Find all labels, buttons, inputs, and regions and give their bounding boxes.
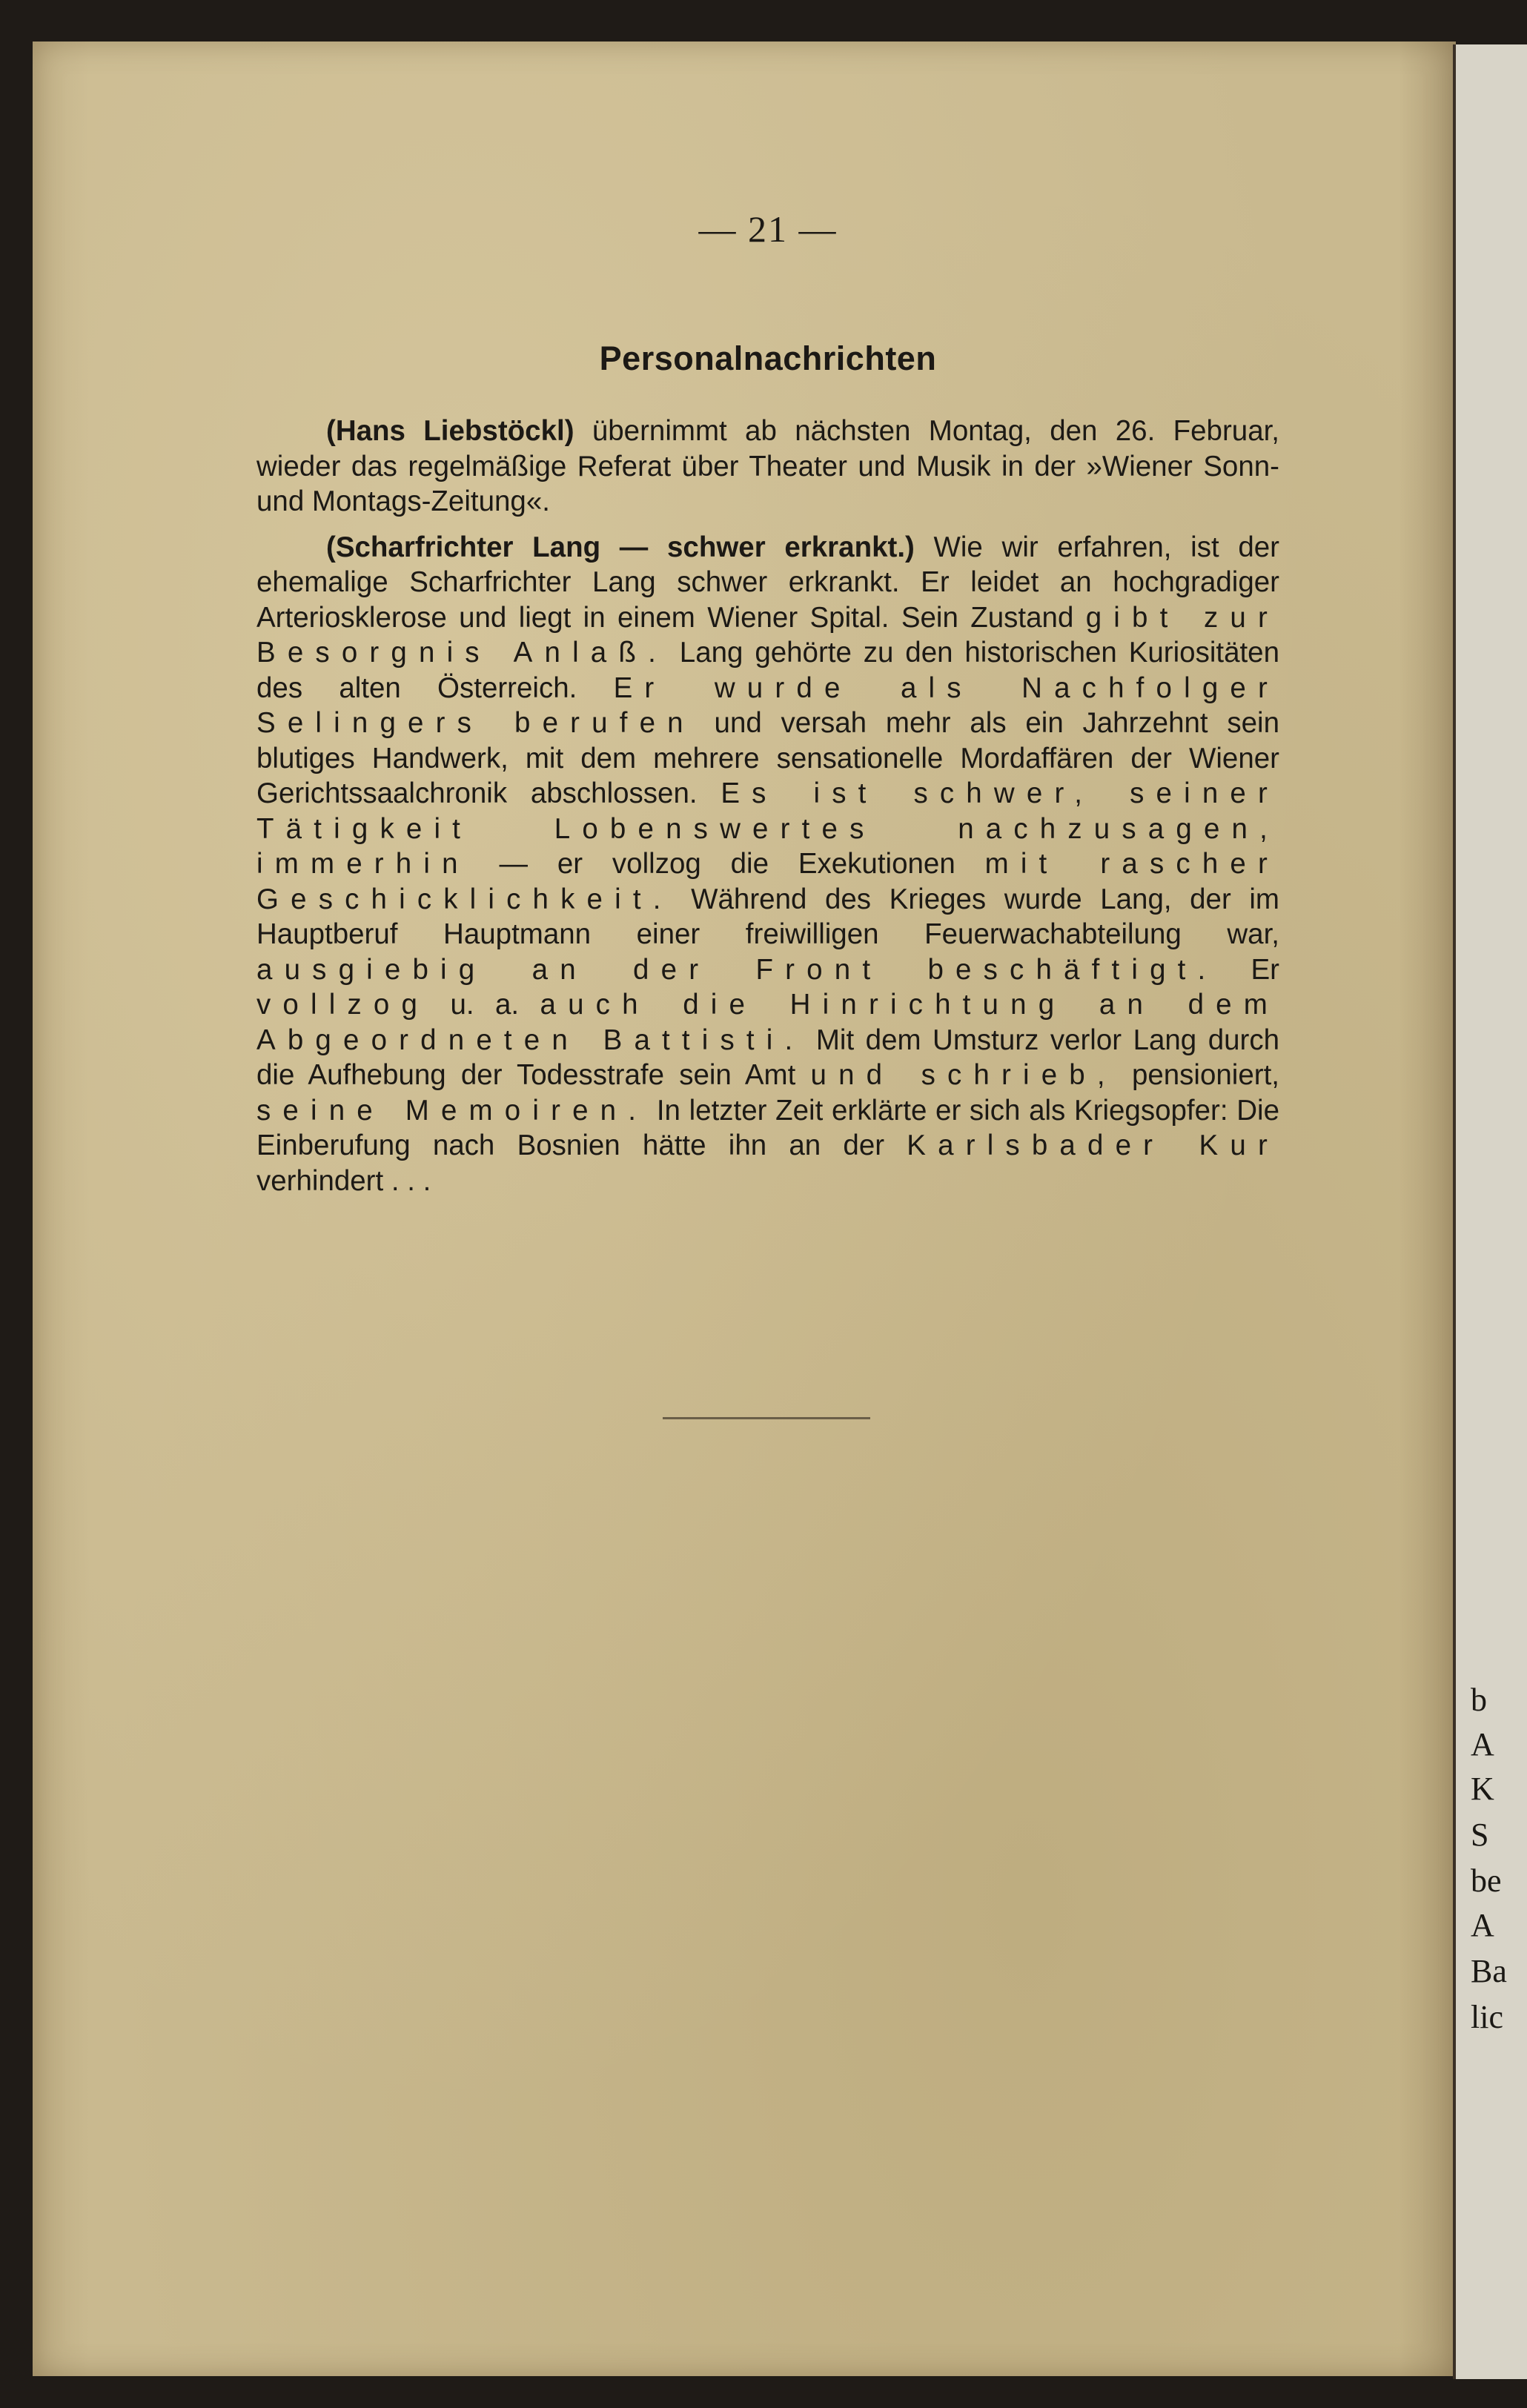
article-body: Wie wir erfahren, ist der ehemalige Scharfrichter Lang schwer erkrankt. Er leidet an hochgradiger Arteriosklerose und liegt in einem Wiener Spital. Sein Zustand (256, 531, 1280, 634)
adjacent-fragment: be (1471, 1863, 1502, 1899)
spaced-emphasis: vollzog (256, 989, 430, 1021)
article-body: und versah mehr als ein Jahrzehnt sein blutiges Handwerk, mit dem mehrere sensationelle Mordaffären der Wiener Gerichtssaalchronik abschlossen. (256, 707, 1279, 809)
spaced-emphasis: mit rascher Geschicklichkeit. (256, 848, 1279, 915)
adjacent-fragment: b (1471, 1682, 1487, 1718)
article-body: Mit dem Umsturz verlor Lang durch die Aufhebung der Todesstrafe sein Amt (256, 1024, 1280, 1091)
adjacent-fragment: S (1471, 1817, 1489, 1853)
article-body: — er vollzog die Exekutionen (469, 848, 985, 880)
adjacent-fragment: Ba (1471, 1953, 1507, 1989)
article-body: übernimmt ab nächsten Montag, den 26. Februar, wieder das regelmäßige Referat über Theater und Musik in der »Wiener Sonn- und Montags-Zeitung«. (256, 415, 1279, 517)
spaced-emphasis: seine Memoiren. (256, 1094, 649, 1127)
spaced-emphasis: Es ist schwer, seiner Tätigkeit Lobenswertes nachzusagen, immerhin (256, 777, 1279, 880)
article-lead: (Scharfrichter Lang — schwer erkrankt.) (326, 531, 915, 563)
adjacent-fragment: A (1471, 1907, 1494, 1943)
adjacent-fragment: A (1471, 1726, 1494, 1762)
article-liebstoeckl (256, 414, 1279, 520)
spaced-emphasis: ausgiebig an der Front beschäftigt. (256, 953, 1218, 986)
adjacent-fragment: K (1471, 1771, 1494, 1807)
section-divider (663, 1417, 870, 1419)
article-body: Während des Krieges wurde Lang, der im Hauptberuf Hauptmann einer freiwilligen Feuerwachabteilung war, (256, 883, 1279, 950)
page-number: — 21 — (698, 208, 838, 250)
spaced-emphasis: Er wurde als Nachfolger Selingers berufen (256, 671, 1279, 739)
spaced-emphasis: auch die Hinrichtung an dem Abgeordneten Battisti. (256, 989, 1279, 1056)
adjacent-fragment: lic (1471, 1999, 1503, 2035)
article-body: verhindert . . . (256, 1164, 431, 1197)
article-body: In letzter Zeit erklärte er sich als Kriegsopfer: Die Einberufung nach Bosnien hätte ihn an der (256, 1094, 1279, 1161)
page-content (256, 208, 1279, 1209)
spaced-emphasis: Karlsbader Kur (907, 1130, 1279, 1161)
article-lead: (Hans Liebstöckl) (326, 415, 574, 447)
spaced-emphasis: gibt zur Besorgnis Anlaß. (256, 601, 1279, 669)
adjacent-page-edge (1453, 44, 1527, 2379)
article-body: u. a. (429, 989, 540, 1021)
spaced-emphasis: und schrieb, (810, 1059, 1117, 1091)
article-body: Er (1217, 953, 1279, 986)
article-body: Lang gehörte zu den historischen Kuriositäten des alten Österreich. (256, 637, 1279, 704)
section-title: Personalnachrichten (599, 339, 937, 377)
article-body: pensioniert, (1116, 1059, 1279, 1091)
article-scharfrichter-lang (256, 530, 1279, 1199)
